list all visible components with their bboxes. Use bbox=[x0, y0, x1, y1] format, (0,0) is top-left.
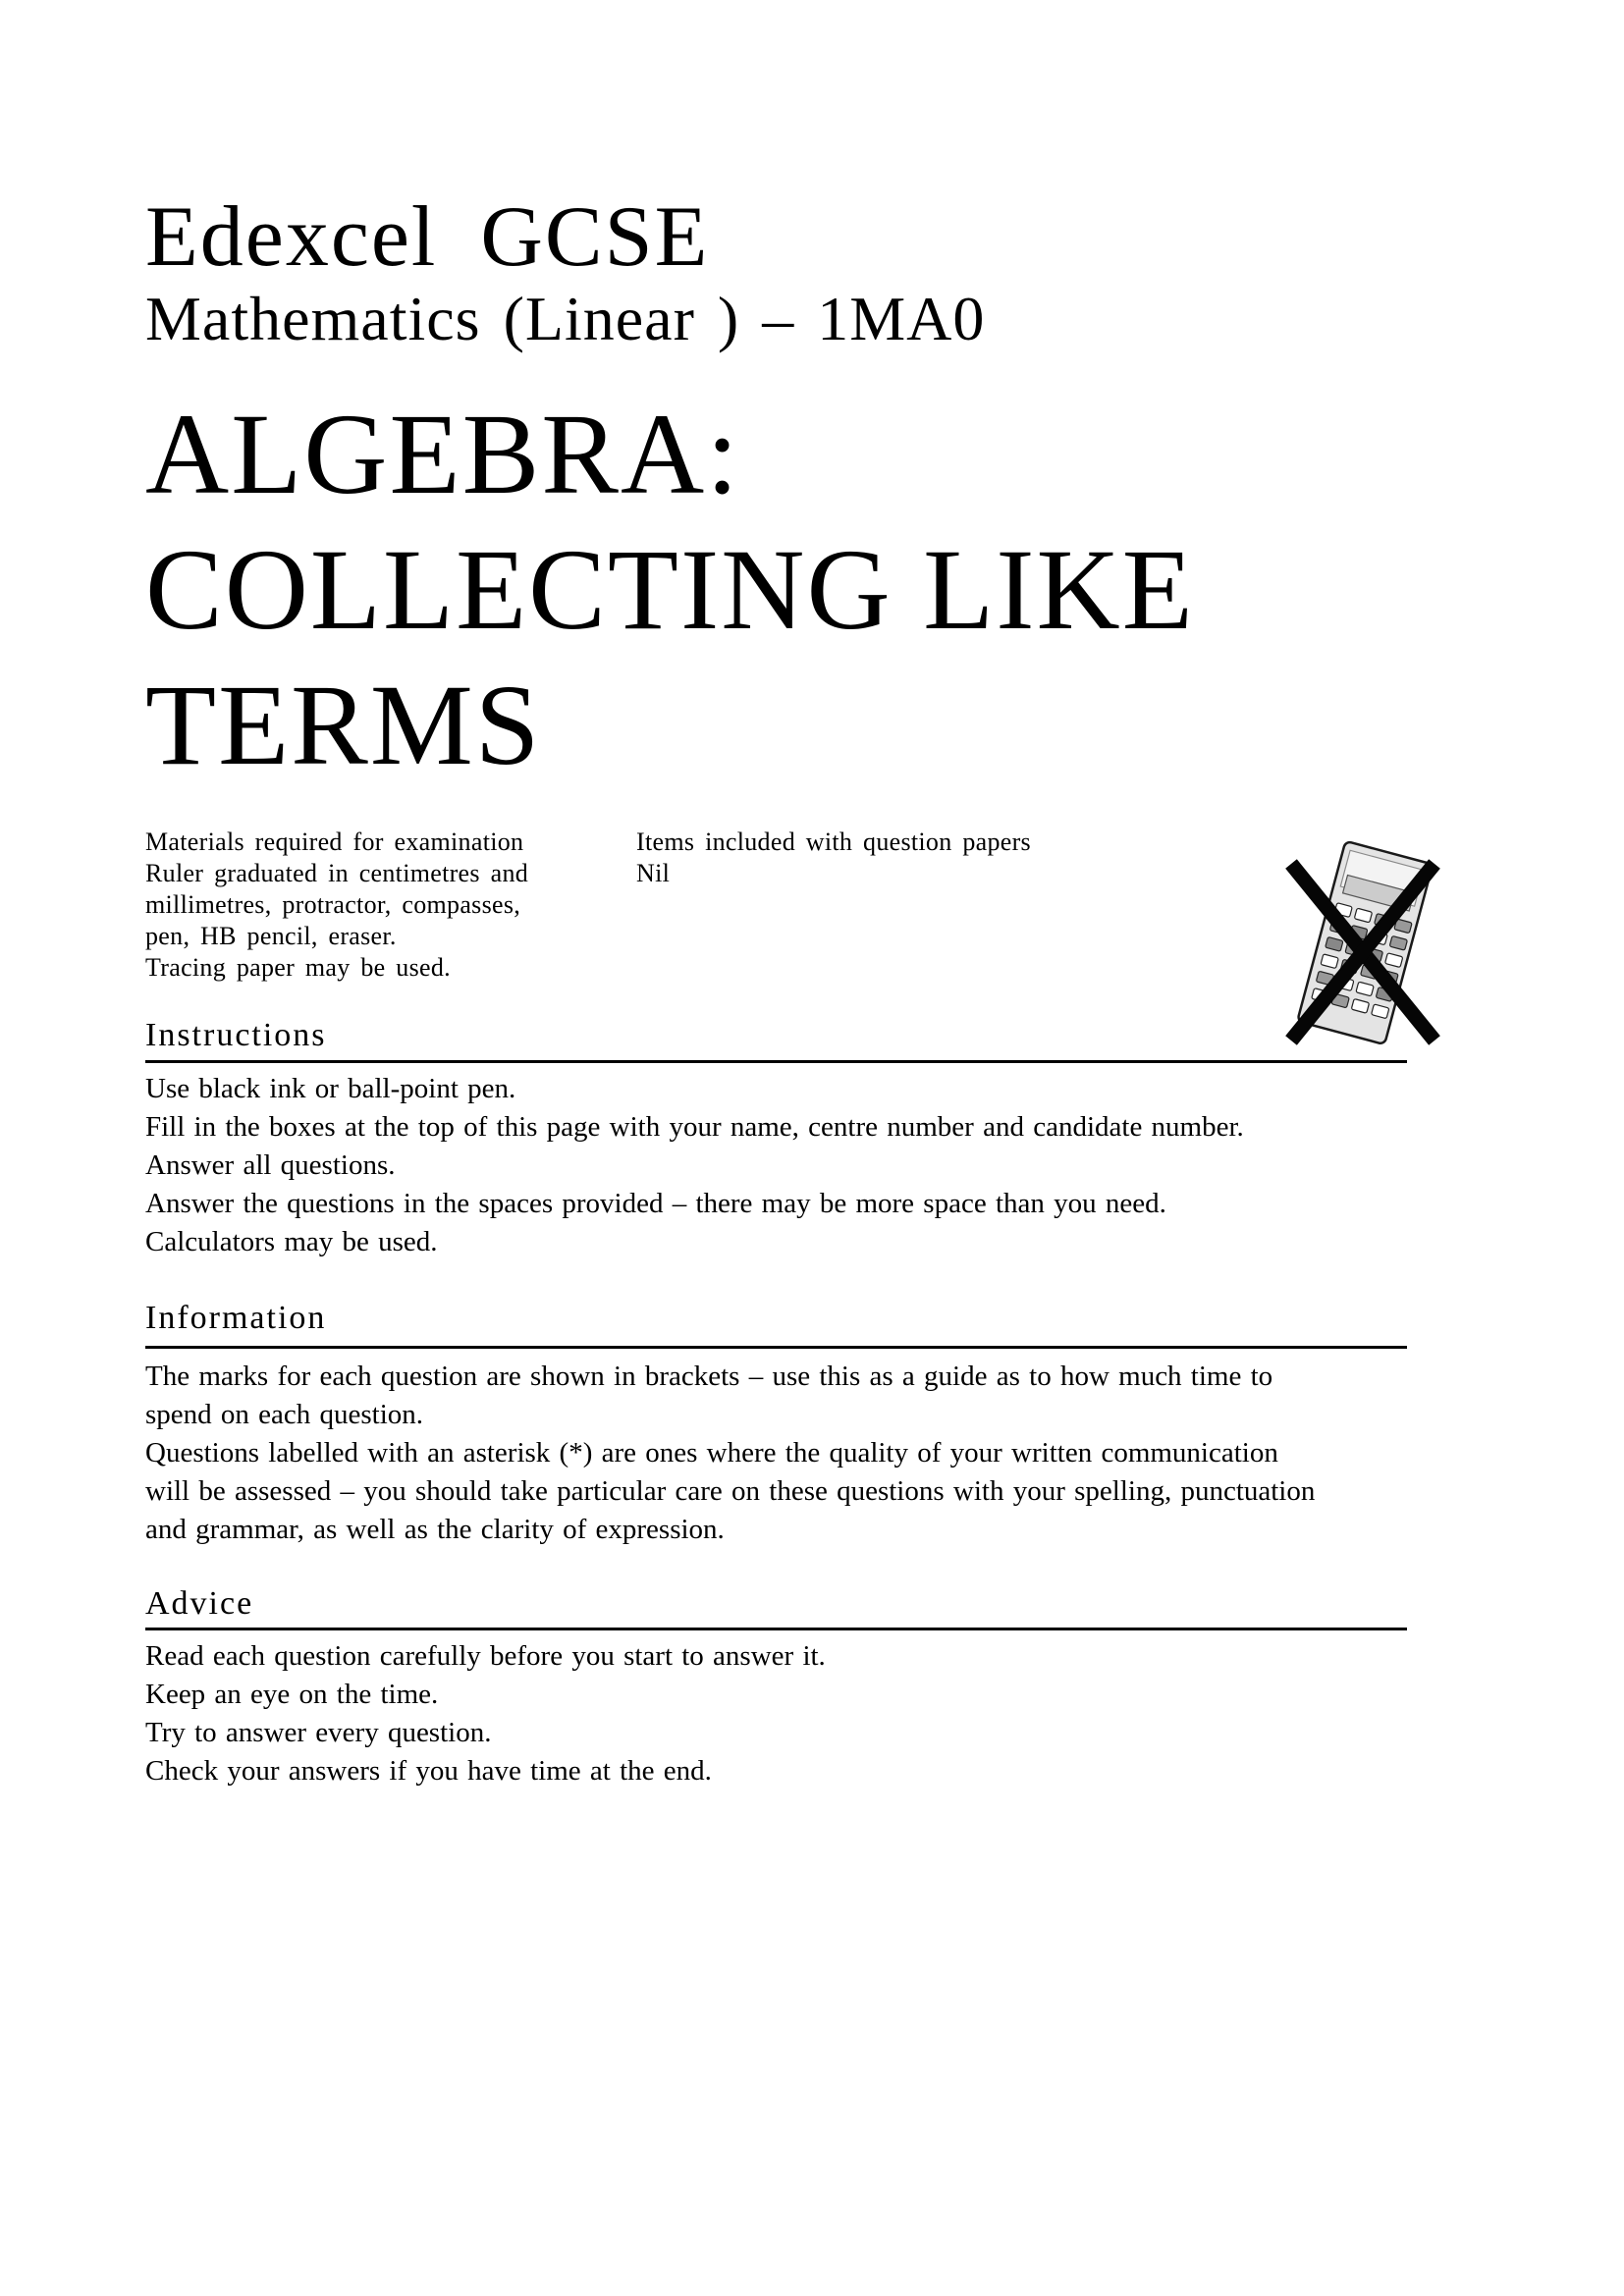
information-line: spend on each question. bbox=[145, 1399, 424, 1430]
advice-line: Check your answers if you have time at the end. bbox=[145, 1755, 712, 1787]
paper-title bbox=[145, 387, 1195, 793]
instruction-line: Use black ink or ball-point pen. bbox=[145, 1073, 516, 1104]
section-heading-instructions: Instructions bbox=[145, 1017, 327, 1053]
paper-title-line: ALGEBRA: bbox=[145, 390, 740, 518]
information-line: Questions labelled with an asterisk (*) are ones where the quality of your written communication bbox=[145, 1437, 1278, 1468]
information-text bbox=[145, 1358, 1315, 1549]
section-heading-information: Information bbox=[145, 1300, 327, 1336]
paper-title-line: TERMS bbox=[145, 661, 542, 789]
paper-title-line: COLLECTING LIKE bbox=[145, 525, 1195, 654]
advice-text bbox=[145, 1637, 826, 1790]
section-divider bbox=[145, 1628, 1407, 1630]
materials-line: Tracing paper may be used. bbox=[145, 953, 451, 982]
information-line: The marks for each question are shown in brackets – use this as a guide as to how much time to bbox=[145, 1361, 1273, 1392]
section-heading-advice: Advice bbox=[145, 1585, 254, 1622]
section-divider bbox=[145, 1060, 1407, 1063]
items-included-block bbox=[636, 827, 1031, 889]
instruction-line: Fill in the boxes at the top of this page with your name, centre number and candidate number. bbox=[145, 1111, 1244, 1143]
advice-line: Read each question carefully before you start to answer it. bbox=[145, 1640, 826, 1672]
information-line: and grammar, as well as the clarity of expression. bbox=[145, 1514, 725, 1545]
section-divider bbox=[145, 1346, 1407, 1349]
materials-line: Materials required for examination bbox=[145, 828, 524, 856]
materials-line: millimetres, protractor, compasses, bbox=[145, 890, 521, 919]
instruction-line: Answer all questions. bbox=[145, 1149, 396, 1181]
advice-line: Keep an eye on the time. bbox=[145, 1679, 439, 1710]
instruction-line: Calculators may be used. bbox=[145, 1226, 438, 1257]
instruction-line: Answer the questions in the spaces provided – there may be more space than you need. bbox=[145, 1188, 1166, 1219]
instructions-text bbox=[145, 1070, 1244, 1261]
information-line: will be assessed – you should take particular care on these questions with your spelling, punctuation bbox=[145, 1475, 1316, 1507]
advice-line: Try to answer every question. bbox=[145, 1717, 492, 1748]
materials-line: Ruler graduated in centimetres and bbox=[145, 859, 529, 887]
materials-line: pen, HB pencil, eraser. bbox=[145, 922, 397, 950]
items-included-line: Nil bbox=[636, 859, 671, 887]
no-calculator-icon bbox=[1270, 834, 1451, 1055]
course-subtitle: Mathematics (Linear ) – 1MA0 bbox=[145, 284, 986, 353]
items-included-line: Items included with question papers bbox=[636, 828, 1031, 856]
exam-board-title: Edexcel GCSE bbox=[145, 189, 710, 285]
materials-required-block bbox=[145, 827, 528, 984]
